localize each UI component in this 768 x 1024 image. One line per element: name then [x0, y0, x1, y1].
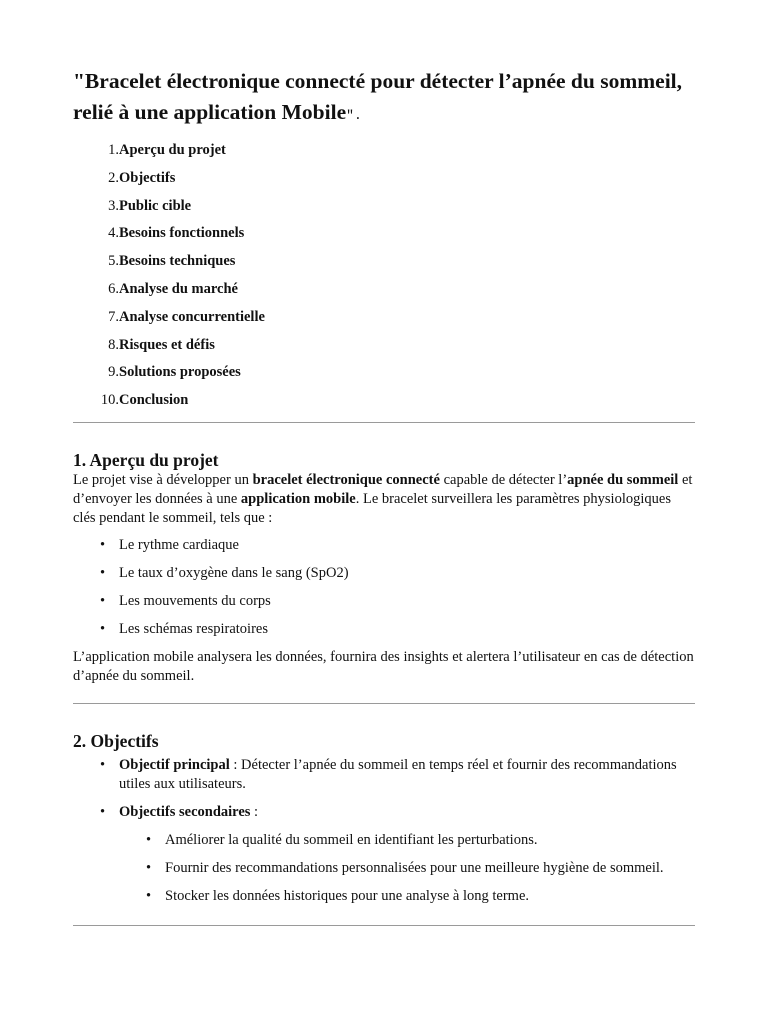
toc-item-label: Analyse concurrentielle — [119, 308, 265, 325]
list-item-text: Fournir des recommandations personnalisées pour une meilleure hygiène de sommeil. — [165, 859, 664, 876]
paragraph-text: et d’envoyer les données à une — [73, 471, 693, 507]
list-item-text: Le taux d’oxygène dans le sang (SpO2) — [119, 564, 349, 581]
bullet-icon: • — [146, 887, 152, 904]
toc-item — [73, 248, 695, 276]
toc-item-label: Solutions proposées — [119, 364, 241, 381]
parameter-list — [73, 536, 695, 639]
bullet-icon: • — [100, 564, 106, 581]
objective-text: : — [250, 803, 259, 820]
bullet-icon: • — [100, 620, 106, 637]
toc-item-label: Objectifs — [119, 169, 176, 186]
section-heading: 2. Objectifs — [73, 730, 159, 751]
toc-item — [73, 304, 695, 332]
toc-item-number: 7. — [108, 308, 119, 325]
list-item-text: Les schémas respiratoires — [119, 620, 268, 637]
bullet-icon: • — [146, 859, 152, 876]
toc-item — [73, 193, 695, 221]
section-divider — [73, 422, 695, 423]
toc-item-number: 3. — [108, 197, 119, 214]
list-item — [73, 564, 695, 583]
bullet-icon: • — [100, 756, 106, 773]
paragraph-text: Le projet vise à développer un — [73, 471, 253, 488]
list-item — [73, 536, 695, 555]
paragraph-emphasis: bracelet électronique connecté — [252, 471, 440, 488]
toc-item — [73, 332, 695, 360]
toc-item — [73, 276, 695, 304]
toc-item-label: Besoins fonctionnels — [119, 225, 245, 242]
toc-item-number: 10. — [100, 392, 119, 409]
toc-item — [73, 220, 695, 248]
bullet-icon: • — [146, 831, 152, 848]
list-item — [73, 756, 695, 794]
objective-label: Objectif principal — [119, 756, 230, 773]
toc-item-number: 1. — [108, 142, 119, 158]
secondary-objectives-list — [73, 831, 695, 906]
toc-item-number: 5. — [108, 253, 119, 270]
toc-item — [73, 137, 695, 165]
objective-label: Objectifs secondaires — [119, 803, 251, 820]
paragraph-text: . Le bracelet surveillera les paramètres physiologiques clés pendant le sommeil, tels que : — [73, 490, 671, 526]
objective-text: : Détecter l’apnée du sommeil en temps réel et fournir des recommandations utiles aux utilisateurs. — [119, 756, 677, 792]
bullet-icon: • — [100, 592, 106, 609]
toc-item-label: Besoins techniques — [119, 253, 236, 270]
toc-item-number: 6. — [108, 280, 119, 297]
toc-item — [73, 359, 695, 387]
section-divider — [73, 703, 695, 704]
section-paragraph: L’application mobile analysera les données, fournira des insights et alertera l’utilisateur en cas de détection d’apnée du sommeil. — [73, 648, 694, 684]
paragraph-emphasis: application mobile — [240, 490, 356, 507]
objectives-list — [73, 756, 695, 822]
list-item — [73, 859, 695, 878]
toc-item-label: Conclusion — [119, 392, 189, 409]
toc-item-label: Risques et défis — [119, 336, 215, 353]
document-page — [73, 66, 695, 926]
bullet-icon: • — [100, 803, 106, 820]
paragraph-emphasis: apnée du sommeil — [567, 471, 679, 488]
section-apercu — [73, 449, 695, 686]
list-item — [73, 620, 695, 639]
document-title — [73, 66, 695, 131]
section-objectifs — [73, 730, 695, 906]
document-title-text: "Bracelet électronique connecté pour détecter l’apnée du sommeil, relié à une application Mobile — [73, 69, 683, 124]
list-item-text: Les mouvements du corps — [119, 592, 271, 609]
toc-item — [73, 165, 695, 193]
list-item — [73, 803, 695, 822]
toc-item-number: 4. — [108, 225, 119, 242]
toc-item-number: 8. — [108, 336, 119, 353]
toc-item — [73, 387, 695, 415]
toc-item-label: Aperçu du projet — [119, 142, 226, 158]
toc-item-label: Analyse du marché — [119, 280, 238, 297]
bullet-icon: • — [100, 536, 106, 553]
list-item-text: Améliorer la qualité du sommeil en identifiant les perturbations. — [165, 831, 538, 848]
paragraph-text: capable de détecter l’ — [439, 471, 568, 488]
toc-item-label: Public cible — [119, 197, 192, 214]
toc-item-number: 9. — [108, 364, 119, 381]
list-item — [73, 887, 695, 906]
table-of-contents — [73, 137, 695, 415]
document-title-tail: ". — [346, 108, 362, 123]
list-item-text: Le rythme cardiaque — [119, 536, 239, 553]
list-item-text: Stocker les données historiques pour une analyse à long terme. — [165, 887, 530, 904]
list-item — [73, 831, 695, 850]
section-heading: 1. Aperçu du projet — [73, 449, 219, 470]
list-item — [73, 592, 695, 611]
section-divider — [73, 925, 695, 926]
section-paragraph — [73, 471, 695, 528]
toc-item-number: 2. — [108, 169, 119, 186]
